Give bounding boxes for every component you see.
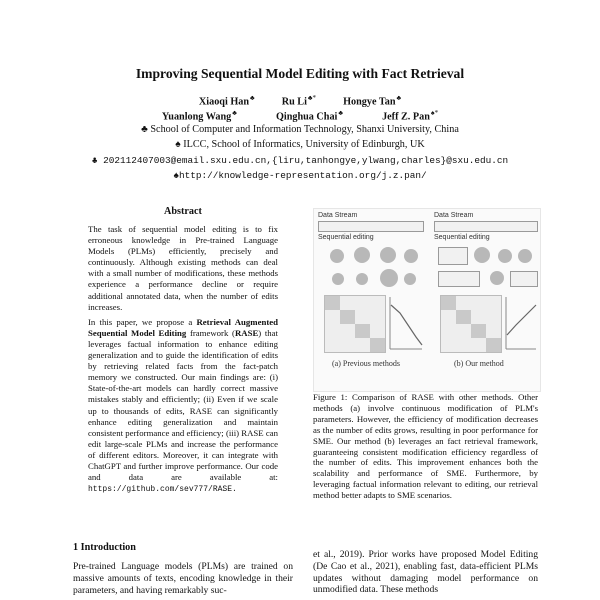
left-panel-title: Data Stream	[318, 212, 358, 219]
left-trend-plot	[388, 295, 424, 351]
figure-1	[313, 208, 541, 392]
model-node	[330, 249, 344, 263]
abstract-heading: Abstract	[164, 206, 202, 217]
data-stream-box	[318, 221, 424, 232]
affiliation-2: ♠ ILCC, School of Informatics, University of Edinburgh, UK	[175, 139, 425, 150]
heatmap-cell	[325, 296, 340, 310]
model-node	[356, 273, 368, 285]
left-heatmap	[324, 295, 386, 353]
heatmap-cell	[340, 310, 355, 324]
left-panel-subtitle: Sequential editing	[318, 234, 374, 241]
model-node	[332, 273, 344, 285]
model-node	[380, 247, 396, 263]
author-mark: ♣	[232, 109, 237, 117]
right-panel-subtitle: Sequential editing	[434, 234, 490, 241]
homepage-url: ♠http://knowledge-representation.org/j.z.pan/	[173, 170, 427, 181]
abstract-paragraph-1: The task of sequential model editing is to fix erroneous knowledge in Pre-trained Language Models (PLMs) efficiently, precisely and continuously. Although existing methods can deal with a small number of modifications, these methods experience a performance decline or require additional annotated data, when the number of edits increases.	[88, 224, 278, 312]
model-node	[354, 247, 370, 263]
figure-caption: Figure 1: Comparison of RASE with other methods. Other methods (a) involve continuous modification of PLM's parameters. However, the efficiency of modification decreases as the number of edits grows, resulting in poor performance for SME. Our method (b) leverages an fact retrieval framework, guaranteeing consistent modification efficiency regardless of the number of edits. This improvement enhances both the scalability and performance of SME. Furthermore, by leveraging factual information relevant to editing, our retrieval method better adapts to SME scenarios.	[313, 392, 538, 501]
model-node	[498, 249, 512, 263]
paper-title: Improving Sequential Model Editing with Fact Retrieval	[135, 66, 465, 81]
data-stream-box	[434, 221, 538, 232]
framework-name: Retrieval Augmented Sequential Model Editing	[88, 316, 278, 338]
left-panel-caption: (a) Previous methods	[332, 359, 400, 368]
fact-patch-box	[438, 271, 480, 287]
heatmap-cell	[456, 310, 471, 324]
model-node	[404, 273, 416, 285]
author-name: Yuanlong Wang	[161, 111, 232, 123]
model-node	[490, 271, 504, 285]
author-mark: ♣*	[307, 94, 317, 102]
fact-memory-box	[438, 247, 468, 265]
output-box	[510, 271, 538, 287]
author-name: Jeff Z. Pan	[382, 111, 430, 123]
code-link[interactable]: https://github.com/sev777/RASE.	[88, 485, 237, 495]
section-heading-introduction: 1 Introduction	[73, 542, 136, 553]
abstract-body	[88, 224, 278, 499]
model-node	[518, 249, 532, 263]
heatmap-cell	[355, 324, 370, 338]
author-mark: ♣	[250, 94, 255, 102]
author-name: Xiaoqi Han	[198, 96, 250, 108]
heatmap-cell	[471, 324, 486, 338]
model-node	[380, 269, 398, 287]
author-mark: ♣	[338, 109, 343, 117]
introduction-right-text: et al., 2019). Prior works have proposed Model Editing (De Cao et al., 2021), enabling fast, data-efficient PLMs updates without damaging model performance on unmodified data. These methods	[313, 549, 538, 596]
right-panel-title: Data Stream	[434, 212, 474, 219]
heatmap-cell	[370, 338, 385, 352]
author-name: Qinghua Chai	[275, 111, 338, 123]
right-trend-plot	[504, 295, 538, 351]
right-heatmap	[440, 295, 502, 353]
abstract-paragraph-2	[88, 317, 278, 496]
author-mark: ♣	[396, 94, 402, 102]
author-name: Ru Li	[281, 96, 307, 108]
text: In this paper, we propose a	[88, 316, 197, 327]
model-node	[404, 249, 418, 263]
text: framework (	[186, 327, 235, 338]
affiliation-1: ♣ School of Computer and Information Technology, Shanxi University, China	[141, 124, 459, 135]
framework-acronym: RASE	[234, 327, 259, 338]
right-panel-caption: (b) Our method	[454, 359, 504, 368]
authors-line-1	[0, 94, 600, 107]
author-mark: ♠*	[430, 109, 439, 117]
author-name: Hongye Tan	[343, 96, 396, 108]
retriever-node	[474, 247, 490, 263]
authors-line-2	[0, 109, 600, 122]
heatmap-cell	[441, 296, 456, 310]
introduction-left-text: Pre-trained Language models (PLMs) are trained on massive amounts of texts, encoding knowledge in their parameters, and having remarkably suc-	[73, 561, 293, 596]
email-line: ♣ 202112407003@email.sxu.edu.cn,{liru,tanhongye,ylwang,charles}@sxu.edu.cn	[91, 155, 509, 166]
text: ) that leverages factual information to enhance editing generalization and to guide the identification of edits by retrieving related facts from the fact-patch memory we constructed. Our main findings are: (i) State-of-the-art models can hardly correct massive mistakes stably and efficiently; (ii) Even if we scale up to thousands of edits, RASE can significantly enhance editing generalization and maintain consistent performance and efficiency; (iii) RASE can edit large-scale PLMs and increase the performance of different editors. Moreover, it can integrate with ChatGPT and further improve performance. Our code and data are available at:	[88, 327, 278, 483]
heatmap-cell	[486, 338, 501, 352]
